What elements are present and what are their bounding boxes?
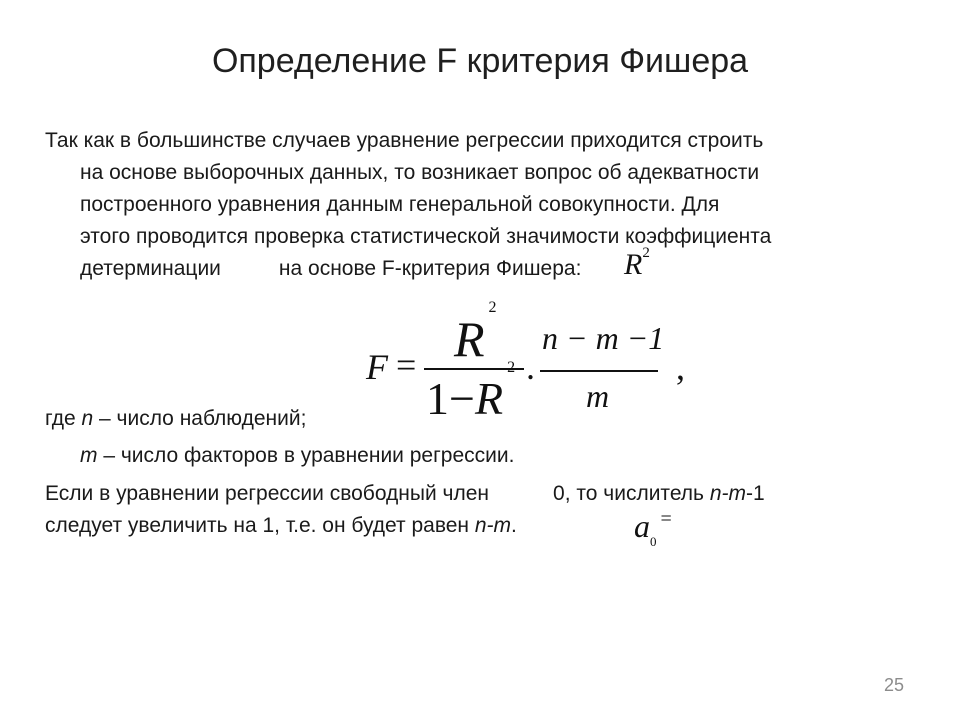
note-line [45,510,905,542]
formula-equals: = [396,345,417,385]
note-text: Если в уравнении регрессии свободный член [45,482,490,505]
var-n: n [81,407,94,430]
r-symbol: R [624,248,643,281]
intro-paragraph [45,125,905,285]
intro-line: на основе выборочных данных, то возникает вопрос об адекватности [80,161,760,184]
denominator-minus: − [449,373,475,424]
a-symbol: a [634,508,650,544]
fraction-denominator: m [586,378,610,414]
formula-comma: , [676,347,685,387]
where-n-text: – число наблюдений; [93,407,307,430]
r-squared-symbol [624,245,650,282]
numerator-exponent: 2 [488,299,497,317]
intro-line: этого проводится проверка статистической значимости коэффициента [80,225,772,248]
note-line [45,478,905,510]
denominator-one: 1 [426,373,449,424]
where-n-line [45,403,905,435]
r-exponent: 2 [642,245,650,261]
slide-title: Определение F критерия Фишера [211,42,749,80]
where-label: где [45,407,82,430]
note-text: -1 [746,482,765,505]
fraction-numerator: n − m −1 [542,320,665,356]
a-subscript: 0 [650,534,657,550]
note-expression: n-m [709,482,746,505]
intro-line: Так как в большинстве случаев уравнение регрессии приходится строить [45,129,764,152]
numerator-r: R [454,311,485,367]
intro-text: на основе F-критерия Фишера: [278,257,582,280]
fraction-numerator [454,299,497,368]
denominator-exponent: 2 [507,358,516,376]
denominator-r: R [474,373,504,424]
note-expression: n-m [474,514,512,537]
intro-line [45,253,905,285]
intro-line: построенного уравнения данным генеральной совокупности. Для [80,193,720,216]
formula-lhs: F [366,347,388,387]
var-m: m [80,444,98,467]
a0-equals-symbol [634,508,672,548]
note-paragraph [45,478,905,542]
where-m-line [45,440,940,472]
note-text: . [511,514,517,537]
where-m-text: – число факторов в уравнении регрессии. [97,444,515,467]
fraction-bar [540,370,658,372]
formula-dot: . [526,347,535,387]
page-number: 25 [883,675,904,695]
note-text: следует увеличить на 1, т.е. он будет равен [45,514,475,537]
note-text: 0, то числитель [553,482,710,505]
intro-text: детерминации [80,257,221,280]
a0-equals: = [660,508,672,530]
